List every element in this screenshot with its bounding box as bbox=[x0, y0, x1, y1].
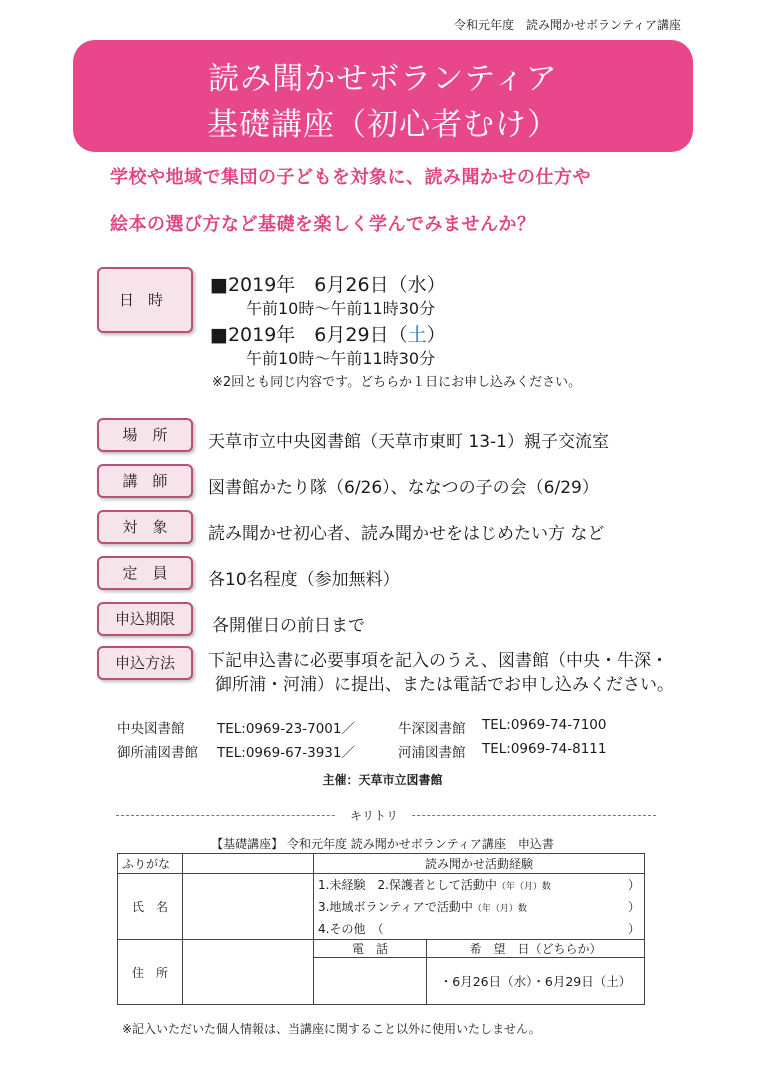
furigana-field[interactable] bbox=[183, 854, 314, 874]
capacity-value: 各10名程度（参加無料） bbox=[208, 570, 400, 590]
contact-name-kawaura: 河浦図書館 bbox=[398, 745, 466, 761]
deadline-label: 申込期限 bbox=[97, 602, 193, 636]
time-2: 午前10時～午前11時30分 bbox=[246, 349, 436, 368]
contact-name-goshoura: 御所浦図書館 bbox=[117, 745, 198, 761]
place-label: 場 所 bbox=[97, 418, 193, 452]
organizer: 主催：天草市立図書館 bbox=[322, 773, 443, 787]
privacy-note: ※記入いただいた個人情報は、当講座に関すること以外に使用いたしません。 bbox=[122, 1022, 541, 1036]
place-value: 天草市立中央図書館（天草市東町 13-1）親子交流室 bbox=[208, 432, 609, 452]
method-line-1: 下記申込書に必要事項を記入のうえ、図書館（中央・牛深・ bbox=[208, 651, 669, 671]
experience-option-2[interactable] bbox=[318, 897, 640, 919]
preferred-date-header: 希 望 日（どちらか） bbox=[427, 940, 645, 958]
intro-line-2: 絵本の選び方など基礎を楽しく学んでみませんか？ bbox=[110, 214, 536, 235]
name-label: 氏 名 bbox=[118, 874, 183, 940]
preferred-date-options[interactable]: ・6月26日（水）・6月29日（土） bbox=[427, 958, 645, 1005]
deadline-value: 各開催日の前日まで bbox=[212, 616, 365, 636]
method-label: 申込方法 bbox=[97, 646, 193, 680]
capacity-label: 定 員 bbox=[97, 556, 193, 590]
intro-line-1: 学校や地域で集団の子どもを対象に、読み聞かせの仕方や bbox=[110, 167, 591, 188]
experience-option-2-unit: （年（月）数 bbox=[472, 903, 527, 914]
date-2-main: ■2019年 6月29日（ bbox=[210, 324, 408, 346]
experience-option-2-text: 3.地域ボランティアで活動中 bbox=[318, 899, 473, 914]
phone-header: 電 話 bbox=[314, 940, 427, 958]
contact-tel-ushibuka: TEL:0969-74-7100 bbox=[482, 717, 607, 733]
experience-option-3-close: ） bbox=[627, 921, 640, 936]
method-line-2: 御所浦・河浦）に提出、または電話でお申し込みください。 bbox=[215, 675, 674, 695]
experience-options bbox=[314, 874, 645, 940]
phone-field[interactable] bbox=[314, 958, 427, 1005]
name-field[interactable] bbox=[183, 874, 314, 940]
lecturer-value: 図書館かたり隊（6/26）、ななつの子の会（6/29） bbox=[208, 478, 599, 498]
time-1: 午前10時～午前11時30分 bbox=[246, 299, 436, 318]
target-label: 対 象 bbox=[97, 510, 193, 544]
address-label: 住 所 bbox=[118, 940, 183, 1005]
experience-header: 読み聞かせ活動経験 bbox=[314, 854, 645, 874]
date-2 bbox=[210, 320, 446, 347]
experience-option-3[interactable] bbox=[318, 919, 640, 939]
contact-tel-chuo: TEL:0969-23-7001／ bbox=[217, 721, 355, 737]
date-2-saturday: 土 bbox=[407, 324, 427, 346]
experience-option-2-close: ） bbox=[627, 899, 640, 914]
form-title: 【基礎講座】 令和元年度 読み聞かせボランティア講座 申込書 bbox=[211, 837, 554, 851]
title-line-2: 基礎講座（初心者むけ） bbox=[207, 107, 559, 143]
contact-name-chuo: 中央図書館 bbox=[117, 721, 185, 737]
schedule-note: ※2回とも同じ内容です。どちらか１日にお申し込みください。 bbox=[212, 375, 582, 390]
application-form bbox=[117, 853, 645, 1005]
schedule-label: 日時 bbox=[97, 267, 193, 333]
title-line-1: 読み聞かせボランティア bbox=[208, 61, 558, 97]
experience-option-1-text: 1.未経験 2.保護者として活動中 bbox=[318, 877, 497, 892]
experience-option-1[interactable] bbox=[318, 875, 640, 897]
contact-name-ushibuka: 牛深図書館 bbox=[398, 721, 466, 737]
experience-option-1-unit: （年（月）数 bbox=[496, 881, 551, 892]
experience-option-3-text: 4.その他 （ bbox=[318, 921, 384, 936]
contact-tel-goshoura: TEL:0969-67-3931／ bbox=[217, 745, 355, 761]
title-banner bbox=[73, 40, 693, 152]
experience-option-1-close: ） bbox=[627, 877, 640, 892]
date-1: ■2019年 6月26日（水） bbox=[210, 274, 446, 296]
date-2-close: ） bbox=[426, 324, 446, 346]
cut-label: キリトリ bbox=[336, 807, 412, 824]
lecturer-label: 講 師 bbox=[97, 464, 193, 498]
furigana-label: ふりがな bbox=[118, 854, 183, 874]
contact-tel-kawaura: TEL:0969-74-8111 bbox=[482, 741, 607, 757]
header-note: 令和元年度 読み聞かせボランティア講座 bbox=[453, 18, 681, 32]
target-value: 読み聞かせ初心者、読み聞かせをはじめたい方 など bbox=[208, 524, 605, 544]
address-field[interactable] bbox=[183, 940, 314, 1005]
